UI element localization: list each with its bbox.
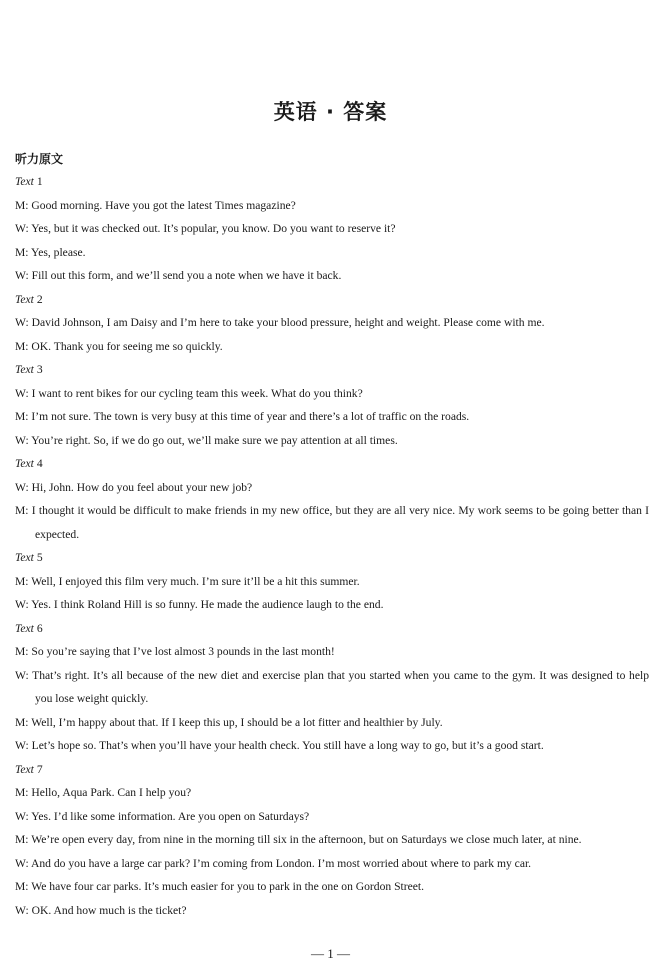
text-label <box>15 546 649 570</box>
dialogue-line: M: Good morning. Have you got the latest Times magazine? <box>15 198 296 212</box>
dialogue-line: W: Yes. I think Roland Hill is so funny. He made the audience laugh to the end. <box>15 598 384 611</box>
dialogue-line: W: And do you have a large car park? I’m coming from London. I’m most worried about where to park my car. <box>15 856 532 870</box>
dialogue-line: W: That’s right. It’s all because of the new diet and exercise plan that you started when you came to the gym. It was designed to help you lose weight quickly. <box>15 668 649 705</box>
dialogue-line: W: Fill out this form, and we’ll send you a note when we have it back. <box>15 269 342 282</box>
text-label-number: 2 <box>36 292 43 306</box>
text-label-word: Text <box>15 175 34 188</box>
transcript-body <box>15 170 649 922</box>
dialogue-line: W: OK. And how much is the ticket? <box>15 903 187 917</box>
text-label-word: Text <box>15 292 34 306</box>
dialogue-line: M: We’re open every day, from nine in the morning till six in the afternoon, but on Saturdays we close much later, at nine. <box>15 833 582 846</box>
section-heading: 听力原文 <box>15 152 64 166</box>
dialogue-line: M: We have four car parks. It’s much easier for you to park in the one on Gordon Street. <box>15 880 425 893</box>
page-number: — 1 — <box>311 946 350 961</box>
dialogue-line: M: So you’re saying that I’ve lost almost 3 pounds in the last month! <box>15 645 335 658</box>
dialogue-line: M: I’m not sure. The town is very busy at this time of year and there’s a lot of traffic on the roads. <box>15 410 470 423</box>
text-label-word: Text <box>15 762 34 776</box>
text-label-number: 4 <box>36 457 43 470</box>
text-label-number: 5 <box>36 551 43 564</box>
dialogue-line: W: Hi, John. How do you feel about your new job? <box>15 480 253 494</box>
dialogue-line: M: Well, I’m happy about that. If I keep this up, I should be a lot fitter and healthier by July. <box>15 715 443 729</box>
dialogue-line: M: I thought it would be difficult to make friends in my new office, but they are all very nice. My work seems to be going better than I expected. <box>15 504 649 541</box>
dialogue-line: W: Let’s hope so. That’s when you’ll have your health check. You still have a long way to go, but it’s a good start. <box>15 739 544 752</box>
dialogue-line: W: I want to rent bikes for our cycling team this week. What do you think? <box>15 386 363 400</box>
text-label <box>15 170 649 194</box>
dialogue-line: M: Well, I enjoyed this film very much. I’m sure it’ll be a hit this summer. <box>15 574 360 588</box>
text-label-word: Text <box>15 457 34 470</box>
dialogue-line: M: OK. Thank you for seeing me so quickly. <box>15 339 223 353</box>
text-label-number: 3 <box>36 363 43 376</box>
text-label <box>15 758 649 782</box>
dialogue-line: M: Hello, Aqua Park. Can I help you? <box>15 786 192 799</box>
text-label <box>15 617 649 641</box>
page-title: 英语 · 答案 <box>273 100 388 124</box>
dialogue-line: W: Yes, but it was checked out. It’s popular, you know. Do you want to reserve it? <box>15 222 396 235</box>
text-label <box>15 452 649 476</box>
text-label <box>15 288 649 312</box>
text-label-word: Text <box>15 363 34 376</box>
dialogue-line: M: Yes, please. <box>15 245 86 259</box>
text-label-number: 6 <box>36 621 43 635</box>
text-label-word: Text <box>15 551 34 564</box>
dialogue-line: W: David Johnson, I am Daisy and I’m here to take your blood pressure, height and weight. Please come with me. <box>15 316 545 329</box>
text-label-word: Text <box>15 621 34 635</box>
dialogue-line: W: You’re right. So, if we do go out, we’ll make sure we pay attention at all times. <box>15 433 398 447</box>
text-label <box>15 358 649 382</box>
text-label-number: 7 <box>36 762 43 776</box>
text-label-number: 1 <box>36 175 43 188</box>
dialogue-line: W: Yes. I’d like some information. Are you open on Saturdays? <box>15 809 310 823</box>
